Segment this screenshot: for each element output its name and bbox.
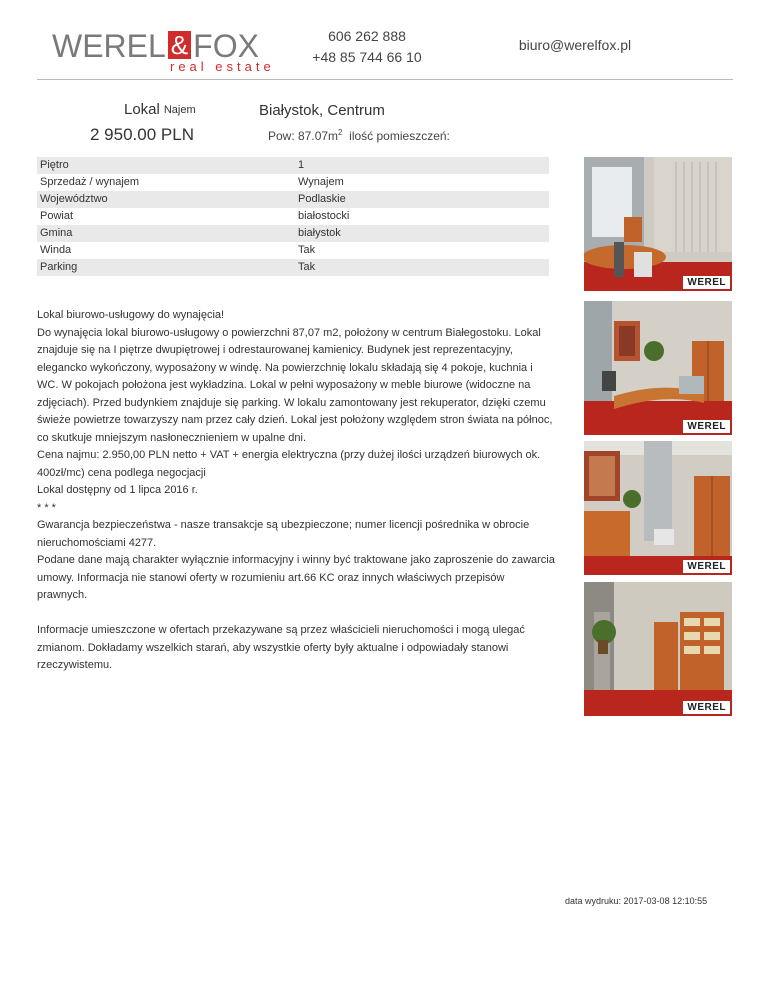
property-photo[interactable] bbox=[584, 582, 732, 716]
description bbox=[37, 307, 557, 675]
param-row: Gmina białystok bbox=[37, 225, 549, 242]
desc-body: Do wynajęcia lokal biurowo-usługowy o powierzchni 87,07 m2, położony w centrum Białegostoku. Lokal znajduje się na I piętrze dwupiętrowej i odrestaurowanej kamienicy. Budynek jest reprezentacyjny, elegancko wykończony, wyposażony w windę. Na powierzchnię lokalu składają się 4 pokoje, kuchnia i WC. W pokojach położona jest wykładzina. Lokal w pełni wyposażony w meble biurowe (widoczne na zdjęciach). Przed budynkiem znajduje się parking. W lokalu zamontowany jest rekuperator, dzięki czemu świeże powietrze towarzyszy nam przez cały dzień. Lokal jest położony względem stron świata na północ, co skutkuje mniejszym nasłonecznieniem w upalne dni. bbox=[37, 326, 553, 444]
logo-tagline: real estate bbox=[170, 59, 275, 74]
parameters-table bbox=[37, 157, 549, 276]
contact-email[interactable]: biuro@werelfox.pl bbox=[518, 37, 632, 53]
param-row: Sprzedaż / wynajem Wynajem bbox=[40, 176, 344, 188]
property-type: Lokal Najem bbox=[124, 101, 196, 118]
print-date: data wydruku: 2017-03-08 12:10:55 bbox=[565, 896, 708, 906]
property-photo[interactable] bbox=[584, 157, 732, 291]
watermark: WEREL bbox=[683, 701, 730, 714]
phone-primary[interactable]: 606 262 888 bbox=[328, 28, 406, 44]
param-row: Powiat białostocki bbox=[40, 210, 350, 222]
location: Białystok, Centrum bbox=[259, 102, 385, 119]
param-row: Województwo Podlaskie bbox=[37, 191, 549, 208]
desc-headline: Lokal biurowo-usługowy do wynajęcia! bbox=[37, 309, 225, 321]
param-row: Piętro 1 bbox=[37, 157, 549, 174]
property-photo[interactable] bbox=[584, 301, 732, 435]
header-divider bbox=[37, 79, 733, 80]
param-row: Winda Tak bbox=[40, 244, 316, 256]
desc-guarantee: Gwarancja bezpieczeństwa - nasze transakcje są ubezpieczone; numer licencji pośrednika w obrocie nieruchomościami 4277. bbox=[37, 519, 530, 549]
logo-wordmark: WEREL & FOX bbox=[52, 28, 259, 64]
property-photo[interactable] bbox=[584, 441, 732, 575]
price: 2 950.00 PLN bbox=[90, 125, 194, 144]
company-logo bbox=[52, 28, 274, 76]
rooms-label: ilość pomieszczeń: bbox=[349, 129, 450, 143]
desc-separator: * * * bbox=[37, 501, 56, 514]
desc-availability: Lokal dostępny od 1 lipca 2016 r. bbox=[37, 484, 198, 496]
phone-secondary[interactable]: +48 85 744 66 10 bbox=[312, 49, 422, 65]
contact-phones bbox=[300, 26, 434, 68]
param-row: Parking Tak bbox=[37, 259, 549, 276]
desc-disclaimer: Podane dane mają charakter wyłącznie informacyjny i winny być traktowane jako zaproszenie do zawarcia umowy. Informacja nie stanowi oferty w rozumieniu art.66 KC oraz innych właściwych przepisów prawnych. bbox=[37, 554, 555, 601]
desc-price: Cena najmu: 2.950,00 PLN netto + VAT + energia elektryczna (przy dużej ilości urządzeń biurowych ok. 400zł/mc) cena podlega negocjacji bbox=[37, 449, 541, 479]
desc-notice: Informacje umieszczone w ofertach przekazywane są przez właścicieli nieruchomości i mogą ulegać zmianom. Dokładamy wszelkich starań, aby wszystkie oferty były aktualne i odpowiadały stanowi rzeczywistemu. bbox=[37, 624, 525, 671]
watermark: WEREL bbox=[683, 276, 730, 289]
watermark: WEREL bbox=[683, 420, 730, 433]
area-info: Pow: $87.07m^2$ ilość pomieszczeń: bbox=[268, 128, 450, 143]
transaction-type: Najem bbox=[163, 104, 196, 116]
watermark: WEREL bbox=[683, 560, 730, 573]
